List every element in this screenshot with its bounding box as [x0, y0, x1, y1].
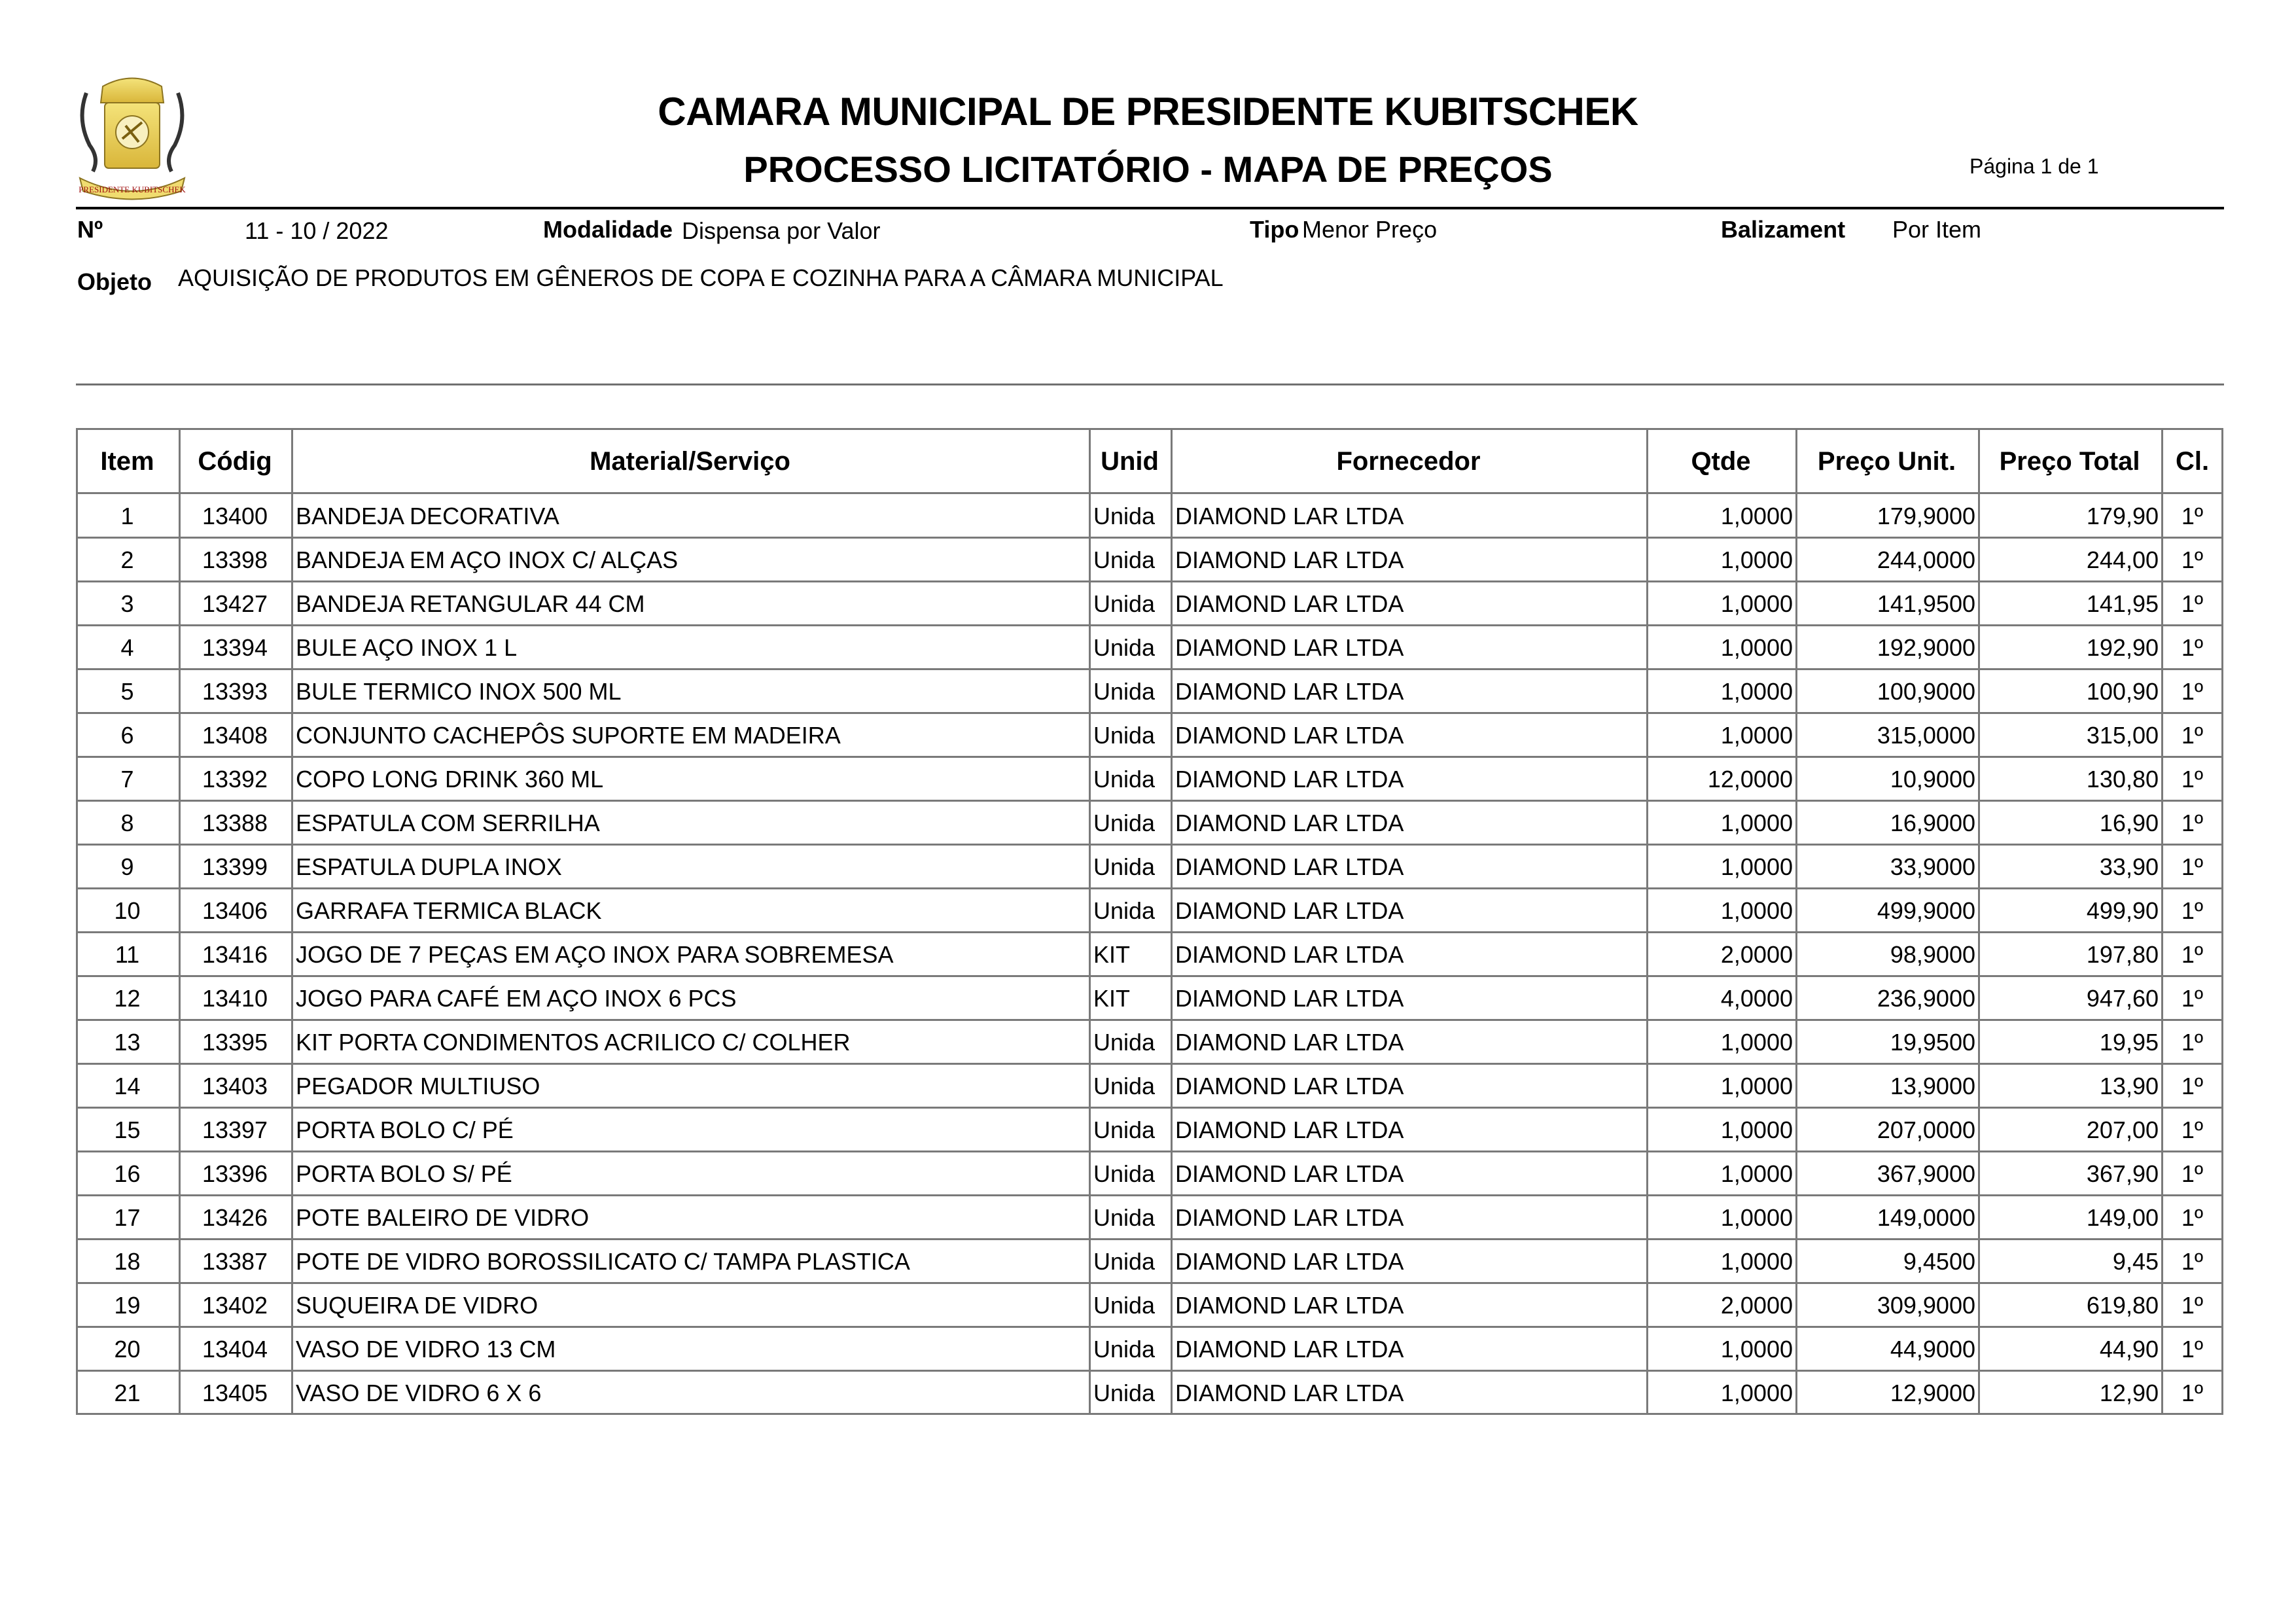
cell-qtde: 1,0000: [1720, 1204, 1793, 1231]
cell-codigo: 13399: [202, 853, 268, 880]
cell-item: 5: [120, 678, 134, 705]
cell-material: PEGADOR MULTIUSO: [296, 1073, 540, 1099]
cell-fornecedor: DIAMOND LAR LTDA: [1175, 1073, 1404, 1099]
cell-item: 11: [115, 941, 140, 968]
table-row: [76, 1108, 2223, 1152]
cell-qtde: 1,0000: [1720, 1160, 1793, 1187]
column-header-codigo: Códig: [198, 447, 272, 476]
svg-text:PRESIDENTE KUBITSCHEK: PRESIDENTE KUBITSCHEK: [79, 185, 186, 194]
cell-classificacao: 1º: [2181, 634, 2204, 661]
cell-material: BANDEJA EM AÇO INOX C/ ALÇAS: [296, 546, 679, 573]
cell-qtde: 1,0000: [1720, 1073, 1793, 1099]
cell-material: CONJUNTO CACHEPÔS SUPORTE EM MADEIRA: [296, 722, 841, 749]
cell-qtde: 2,0000: [1720, 941, 1793, 968]
cell-material: ESPATULA DUPLA INOX: [296, 853, 562, 880]
table-row: [76, 1196, 2223, 1240]
cell-unid: Unida: [1093, 503, 1156, 529]
column-header-fornecedor: Fornecedor: [1336, 447, 1481, 476]
cell-preco-unit: 499,9000: [1877, 897, 1975, 924]
modalidade-value: Dispensa por Valor: [682, 217, 881, 244]
cell-material: PORTA BOLO S/ PÉ: [296, 1160, 512, 1187]
cell-preco-total: 367,90: [2086, 1160, 2159, 1187]
column-header-unid: Unid: [1101, 447, 1159, 476]
cell-preco-unit: 12,9000: [1890, 1380, 1975, 1406]
cell-classificacao: 1º: [2181, 546, 2204, 573]
cell-codigo: 13394: [202, 634, 268, 661]
cell-item: 13: [114, 1029, 141, 1056]
cell-codigo: 13387: [202, 1248, 268, 1275]
cell-codigo: 13388: [202, 810, 268, 836]
objeto-value: AQUISIÇÃO DE PRODUTOS EM GÊNEROS DE COPA E COZINHA PARA A CÂMARA MUNICIPAL: [178, 264, 1224, 291]
cell-fornecedor: DIAMOND LAR LTDA: [1175, 1160, 1404, 1187]
cell-classificacao: 1º: [2181, 1292, 2204, 1319]
cell-unid: Unida: [1093, 1336, 1156, 1363]
column-header-preco-unit: Preço Unit.: [1817, 447, 1956, 476]
cell-classificacao: 1º: [2181, 853, 2204, 880]
cell-preco-unit: 192,9000: [1877, 634, 1975, 661]
objeto-divider: [76, 383, 2224, 385]
table-row: [76, 1020, 2223, 1064]
cell-codigo: 13405: [202, 1380, 268, 1406]
price-map-table: [76, 428, 2223, 1415]
cell-unid: Unida: [1093, 722, 1156, 749]
cell-fornecedor: DIAMOND LAR LTDA: [1175, 897, 1404, 924]
cell-unid: Unida: [1093, 1116, 1156, 1143]
cell-unid: Unida: [1093, 634, 1156, 661]
cell-preco-total: 947,60: [2086, 985, 2159, 1012]
cell-unid: Unida: [1093, 1073, 1156, 1099]
table-row: [76, 1283, 2223, 1327]
cell-unid: Unida: [1093, 1160, 1156, 1187]
cell-material: COPO LONG DRINK 360 ML: [296, 766, 604, 793]
cell-qtde: 1,0000: [1720, 1248, 1793, 1275]
cell-classificacao: 1º: [2181, 722, 2204, 749]
cell-preco-total: 33,90: [2099, 853, 2159, 880]
cell-fornecedor: DIAMOND LAR LTDA: [1175, 590, 1404, 617]
cell-preco-total: 130,80: [2086, 766, 2159, 793]
table-row: [76, 889, 2223, 933]
cell-preco-unit: 16,9000: [1890, 810, 1975, 836]
cell-classificacao: 1º: [2181, 810, 2204, 836]
table-row: [76, 1064, 2223, 1108]
cell-preco-total: 149,00: [2086, 1204, 2159, 1231]
cell-qtde: 1,0000: [1720, 722, 1793, 749]
cell-preco-unit: 367,9000: [1877, 1160, 1975, 1187]
cell-classificacao: 1º: [2181, 941, 2204, 968]
cell-item: 18: [114, 1248, 141, 1275]
cell-item: 4: [120, 634, 134, 661]
cell-unid: Unida: [1093, 1380, 1156, 1406]
header-divider: [76, 207, 2224, 209]
cell-codigo: 13397: [202, 1116, 268, 1143]
cell-preco-unit: 179,9000: [1877, 503, 1975, 529]
cell-item: 21: [114, 1380, 141, 1406]
cell-preco-unit: 13,9000: [1890, 1073, 1975, 1099]
balizamento-value: Por Item: [1892, 216, 1982, 243]
cell-unid: Unida: [1093, 546, 1156, 573]
cell-qtde: 1,0000: [1720, 590, 1793, 617]
cell-classificacao: 1º: [2181, 1116, 2204, 1143]
objeto-label: Objeto: [77, 268, 152, 295]
cell-preco-unit: 309,9000: [1877, 1292, 1975, 1319]
cell-fornecedor: DIAMOND LAR LTDA: [1175, 722, 1404, 749]
cell-classificacao: 1º: [2181, 897, 2204, 924]
cell-preco-unit: 44,9000: [1890, 1336, 1975, 1363]
cell-classificacao: 1º: [2181, 1160, 2204, 1187]
cell-codigo: 13395: [202, 1029, 268, 1056]
cell-preco-total: 499,90: [2086, 897, 2159, 924]
cell-fornecedor: DIAMOND LAR LTDA: [1175, 985, 1404, 1012]
cell-preco-total: 141,95: [2086, 590, 2159, 617]
cell-classificacao: 1º: [2181, 985, 2204, 1012]
cell-codigo: 13416: [202, 941, 268, 968]
cell-material: BULE TERMICO INOX 500 ML: [296, 678, 622, 705]
cell-material: GARRAFA TERMICA BLACK: [296, 897, 602, 924]
cell-fornecedor: DIAMOND LAR LTDA: [1175, 634, 1404, 661]
cell-classificacao: 1º: [2181, 1073, 2204, 1099]
cell-preco-total: 100,90: [2086, 678, 2159, 705]
cell-classificacao: 1º: [2181, 503, 2204, 529]
cell-material: POTE DE VIDRO BOROSSILICATO C/ TAMPA PLASTICA: [296, 1248, 910, 1275]
cell-unid: KIT: [1093, 941, 1131, 968]
table-row: [76, 976, 2223, 1020]
cell-material: VASO DE VIDRO 6 X 6: [296, 1380, 542, 1406]
tipo-value: Menor Preço: [1302, 216, 1438, 243]
cell-unid: Unida: [1093, 678, 1156, 705]
cell-codigo: 13408: [202, 722, 268, 749]
cell-fornecedor: DIAMOND LAR LTDA: [1175, 1116, 1404, 1143]
cell-unid: Unida: [1093, 590, 1156, 617]
cell-preco-total: 19,95: [2099, 1029, 2159, 1056]
cell-preco-unit: 98,9000: [1890, 941, 1975, 968]
cell-classificacao: 1º: [2181, 766, 2204, 793]
cell-fornecedor: DIAMOND LAR LTDA: [1175, 1292, 1404, 1319]
cell-classificacao: 1º: [2181, 1336, 2204, 1363]
tipo-label: Tipo: [1250, 216, 1299, 243]
modalidade-label: Modalidade: [543, 216, 673, 243]
cell-item: 14: [114, 1073, 141, 1099]
cell-item: 12: [114, 985, 141, 1012]
cell-material: KIT PORTA CONDIMENTOS ACRILICO C/ COLHER: [296, 1029, 851, 1056]
cell-codigo: 13404: [202, 1336, 268, 1363]
cell-preco-total: 244,00: [2086, 546, 2159, 573]
cell-preco-unit: 19,9500: [1890, 1029, 1975, 1056]
cell-codigo: 13427: [202, 590, 268, 617]
column-header-material: Material/Serviço: [590, 447, 790, 476]
cell-preco-total: 179,90: [2086, 503, 2159, 529]
table-row: [76, 845, 2223, 889]
cell-preco-unit: 149,0000: [1877, 1204, 1975, 1231]
column-header-qtde: Qtde: [1691, 447, 1751, 476]
cell-fornecedor: DIAMOND LAR LTDA: [1175, 853, 1404, 880]
cell-material: BANDEJA RETANGULAR 44 CM: [296, 590, 645, 617]
cell-preco-total: 44,90: [2099, 1336, 2159, 1363]
cell-qtde: 1,0000: [1720, 1116, 1793, 1143]
cell-material: BANDEJA DECORATIVA: [296, 503, 559, 529]
cell-unid: Unida: [1093, 1248, 1156, 1275]
table-row: [76, 1371, 2223, 1415]
cell-item: 6: [120, 722, 134, 749]
table-row: [76, 494, 2223, 538]
cell-qtde: 1,0000: [1720, 853, 1793, 880]
cell-material: JOGO PARA CAFÉ EM AÇO INOX 6 PCS: [296, 985, 737, 1012]
cell-qtde: 2,0000: [1720, 1292, 1793, 1319]
table-row: [76, 713, 2223, 757]
table-row: [76, 801, 2223, 845]
numero-label: Nº: [77, 216, 103, 243]
cell-fornecedor: DIAMOND LAR LTDA: [1175, 810, 1404, 836]
cell-fornecedor: DIAMOND LAR LTDA: [1175, 1380, 1404, 1406]
cell-unid: KIT: [1093, 985, 1131, 1012]
cell-item: 2: [120, 546, 134, 573]
cell-fornecedor: DIAMOND LAR LTDA: [1175, 941, 1404, 968]
cell-qtde: 12,0000: [1707, 766, 1793, 793]
cell-qtde: 1,0000: [1720, 634, 1793, 661]
cell-codigo: 13406: [202, 897, 268, 924]
cell-material: JOGO DE 7 PEÇAS EM AÇO INOX PARA SOBREMESA: [296, 941, 894, 968]
cell-preco-total: 619,80: [2086, 1292, 2159, 1319]
cell-unid: Unida: [1093, 1292, 1156, 1319]
cell-preco-unit: 33,9000: [1890, 853, 1975, 880]
table-row: [76, 1327, 2223, 1371]
cell-item: 1: [120, 503, 134, 529]
cell-preco-unit: 236,9000: [1877, 985, 1975, 1012]
cell-preco-total: 16,90: [2099, 810, 2159, 836]
page-indicator: Página 1 de 1: [1969, 154, 2099, 178]
cell-qtde: 1,0000: [1720, 1336, 1793, 1363]
table-row: [76, 626, 2223, 669]
cell-qtde: 1,0000: [1720, 1029, 1793, 1056]
table-row: [76, 1240, 2223, 1283]
cell-preco-unit: 9,4500: [1903, 1248, 1975, 1275]
cell-preco-total: 315,00: [2086, 722, 2159, 749]
cell-fornecedor: DIAMOND LAR LTDA: [1175, 1248, 1404, 1275]
cell-unid: Unida: [1093, 1029, 1156, 1056]
cell-preco-total: 197,80: [2086, 941, 2159, 968]
cell-qtde: 1,0000: [1720, 810, 1793, 836]
cell-unid: Unida: [1093, 853, 1156, 880]
cell-preco-unit: 315,0000: [1877, 722, 1975, 749]
numero-value: 11 - 10 / 2022: [245, 217, 389, 244]
cell-item: 19: [114, 1292, 141, 1319]
cell-item: 15: [114, 1116, 141, 1143]
cell-codigo: 13396: [202, 1160, 268, 1187]
cell-material: VASO DE VIDRO 13 CM: [296, 1336, 556, 1363]
cell-classificacao: 1º: [2181, 1204, 2204, 1231]
cell-unid: Unida: [1093, 1204, 1156, 1231]
cell-fornecedor: DIAMOND LAR LTDA: [1175, 678, 1404, 705]
table-row: [76, 933, 2223, 976]
cell-item: 8: [120, 810, 134, 836]
page-title: CAMARA MUNICIPAL DE PRESIDENTE KUBITSCHEK: [658, 90, 1638, 134]
cell-qtde: 4,0000: [1720, 985, 1793, 1012]
balizamento-label: Balizament: [1721, 216, 1846, 243]
cell-preco-unit: 10,9000: [1890, 766, 1975, 793]
table-row: [76, 1152, 2223, 1196]
cell-item: 3: [120, 590, 134, 617]
cell-preco-unit: 207,0000: [1877, 1116, 1975, 1143]
cell-qtde: 1,0000: [1720, 503, 1793, 529]
table-row: [76, 757, 2223, 801]
cell-preco-total: 13,90: [2099, 1073, 2159, 1099]
cell-item: 17: [114, 1204, 141, 1231]
cell-item: 16: [114, 1160, 141, 1187]
cell-classificacao: 1º: [2181, 1248, 2204, 1275]
page-subtitle: PROCESSO LICITATÓRIO - MAPA DE PREÇOS: [743, 149, 1553, 190]
cell-preco-total: 207,00: [2086, 1116, 2159, 1143]
table-row: [76, 538, 2223, 582]
cell-preco-unit: 100,9000: [1877, 678, 1975, 705]
cell-codigo: 13398: [202, 546, 268, 573]
cell-preco-unit: 244,0000: [1877, 546, 1975, 573]
cell-fornecedor: DIAMOND LAR LTDA: [1175, 546, 1404, 573]
cell-material: PORTA BOLO C/ PÉ: [296, 1116, 514, 1143]
cell-preco-total: 12,90: [2099, 1380, 2159, 1406]
cell-unid: Unida: [1093, 897, 1156, 924]
column-header-preco-total: Preço Total: [1999, 447, 2140, 476]
cell-fornecedor: DIAMOND LAR LTDA: [1175, 766, 1404, 793]
cell-classificacao: 1º: [2181, 1029, 2204, 1056]
cell-codigo: 13426: [202, 1204, 268, 1231]
cell-fornecedor: DIAMOND LAR LTDA: [1175, 503, 1404, 529]
cell-codigo: 13402: [202, 1292, 268, 1319]
cell-classificacao: 1º: [2181, 590, 2204, 617]
cell-material: BULE AÇO INOX 1 L: [296, 634, 518, 661]
cell-qtde: 1,0000: [1720, 1380, 1793, 1406]
cell-unid: Unida: [1093, 810, 1156, 836]
table-row: [76, 582, 2223, 626]
cell-classificacao: 1º: [2181, 1380, 2204, 1406]
cell-item: 7: [120, 766, 134, 793]
cell-codigo: 13410: [202, 985, 268, 1012]
cell-codigo: 13393: [202, 678, 268, 705]
cell-fornecedor: DIAMOND LAR LTDA: [1175, 1029, 1404, 1056]
cell-qtde: 1,0000: [1720, 678, 1793, 705]
cell-fornecedor: DIAMOND LAR LTDA: [1175, 1336, 1404, 1363]
cell-item: 10: [114, 897, 141, 924]
cell-codigo: 13403: [202, 1073, 268, 1099]
cell-codigo: 13400: [202, 503, 268, 529]
cell-unid: Unida: [1093, 766, 1156, 793]
cell-item: 9: [120, 853, 134, 880]
cell-preco-total: 192,90: [2086, 634, 2159, 661]
cell-material: POTE BALEIRO DE VIDRO: [296, 1204, 590, 1231]
cell-qtde: 1,0000: [1720, 897, 1793, 924]
column-header-classificacao: Cl.: [2175, 447, 2210, 476]
cell-item: 20: [114, 1336, 141, 1363]
cell-material: SUQUEIRA DE VIDRO: [296, 1292, 539, 1319]
table-row: [76, 669, 2223, 713]
cell-classificacao: 1º: [2181, 678, 2204, 705]
cell-codigo: 13392: [202, 766, 268, 793]
cell-material: ESPATULA COM SERRILHA: [296, 810, 600, 836]
cell-preco-unit: 141,9500: [1877, 590, 1975, 617]
cell-preco-total: 9,45: [2112, 1248, 2159, 1275]
cell-fornecedor: DIAMOND LAR LTDA: [1175, 1204, 1404, 1231]
column-header-item: Item: [100, 447, 154, 476]
cell-qtde: 1,0000: [1720, 546, 1793, 573]
